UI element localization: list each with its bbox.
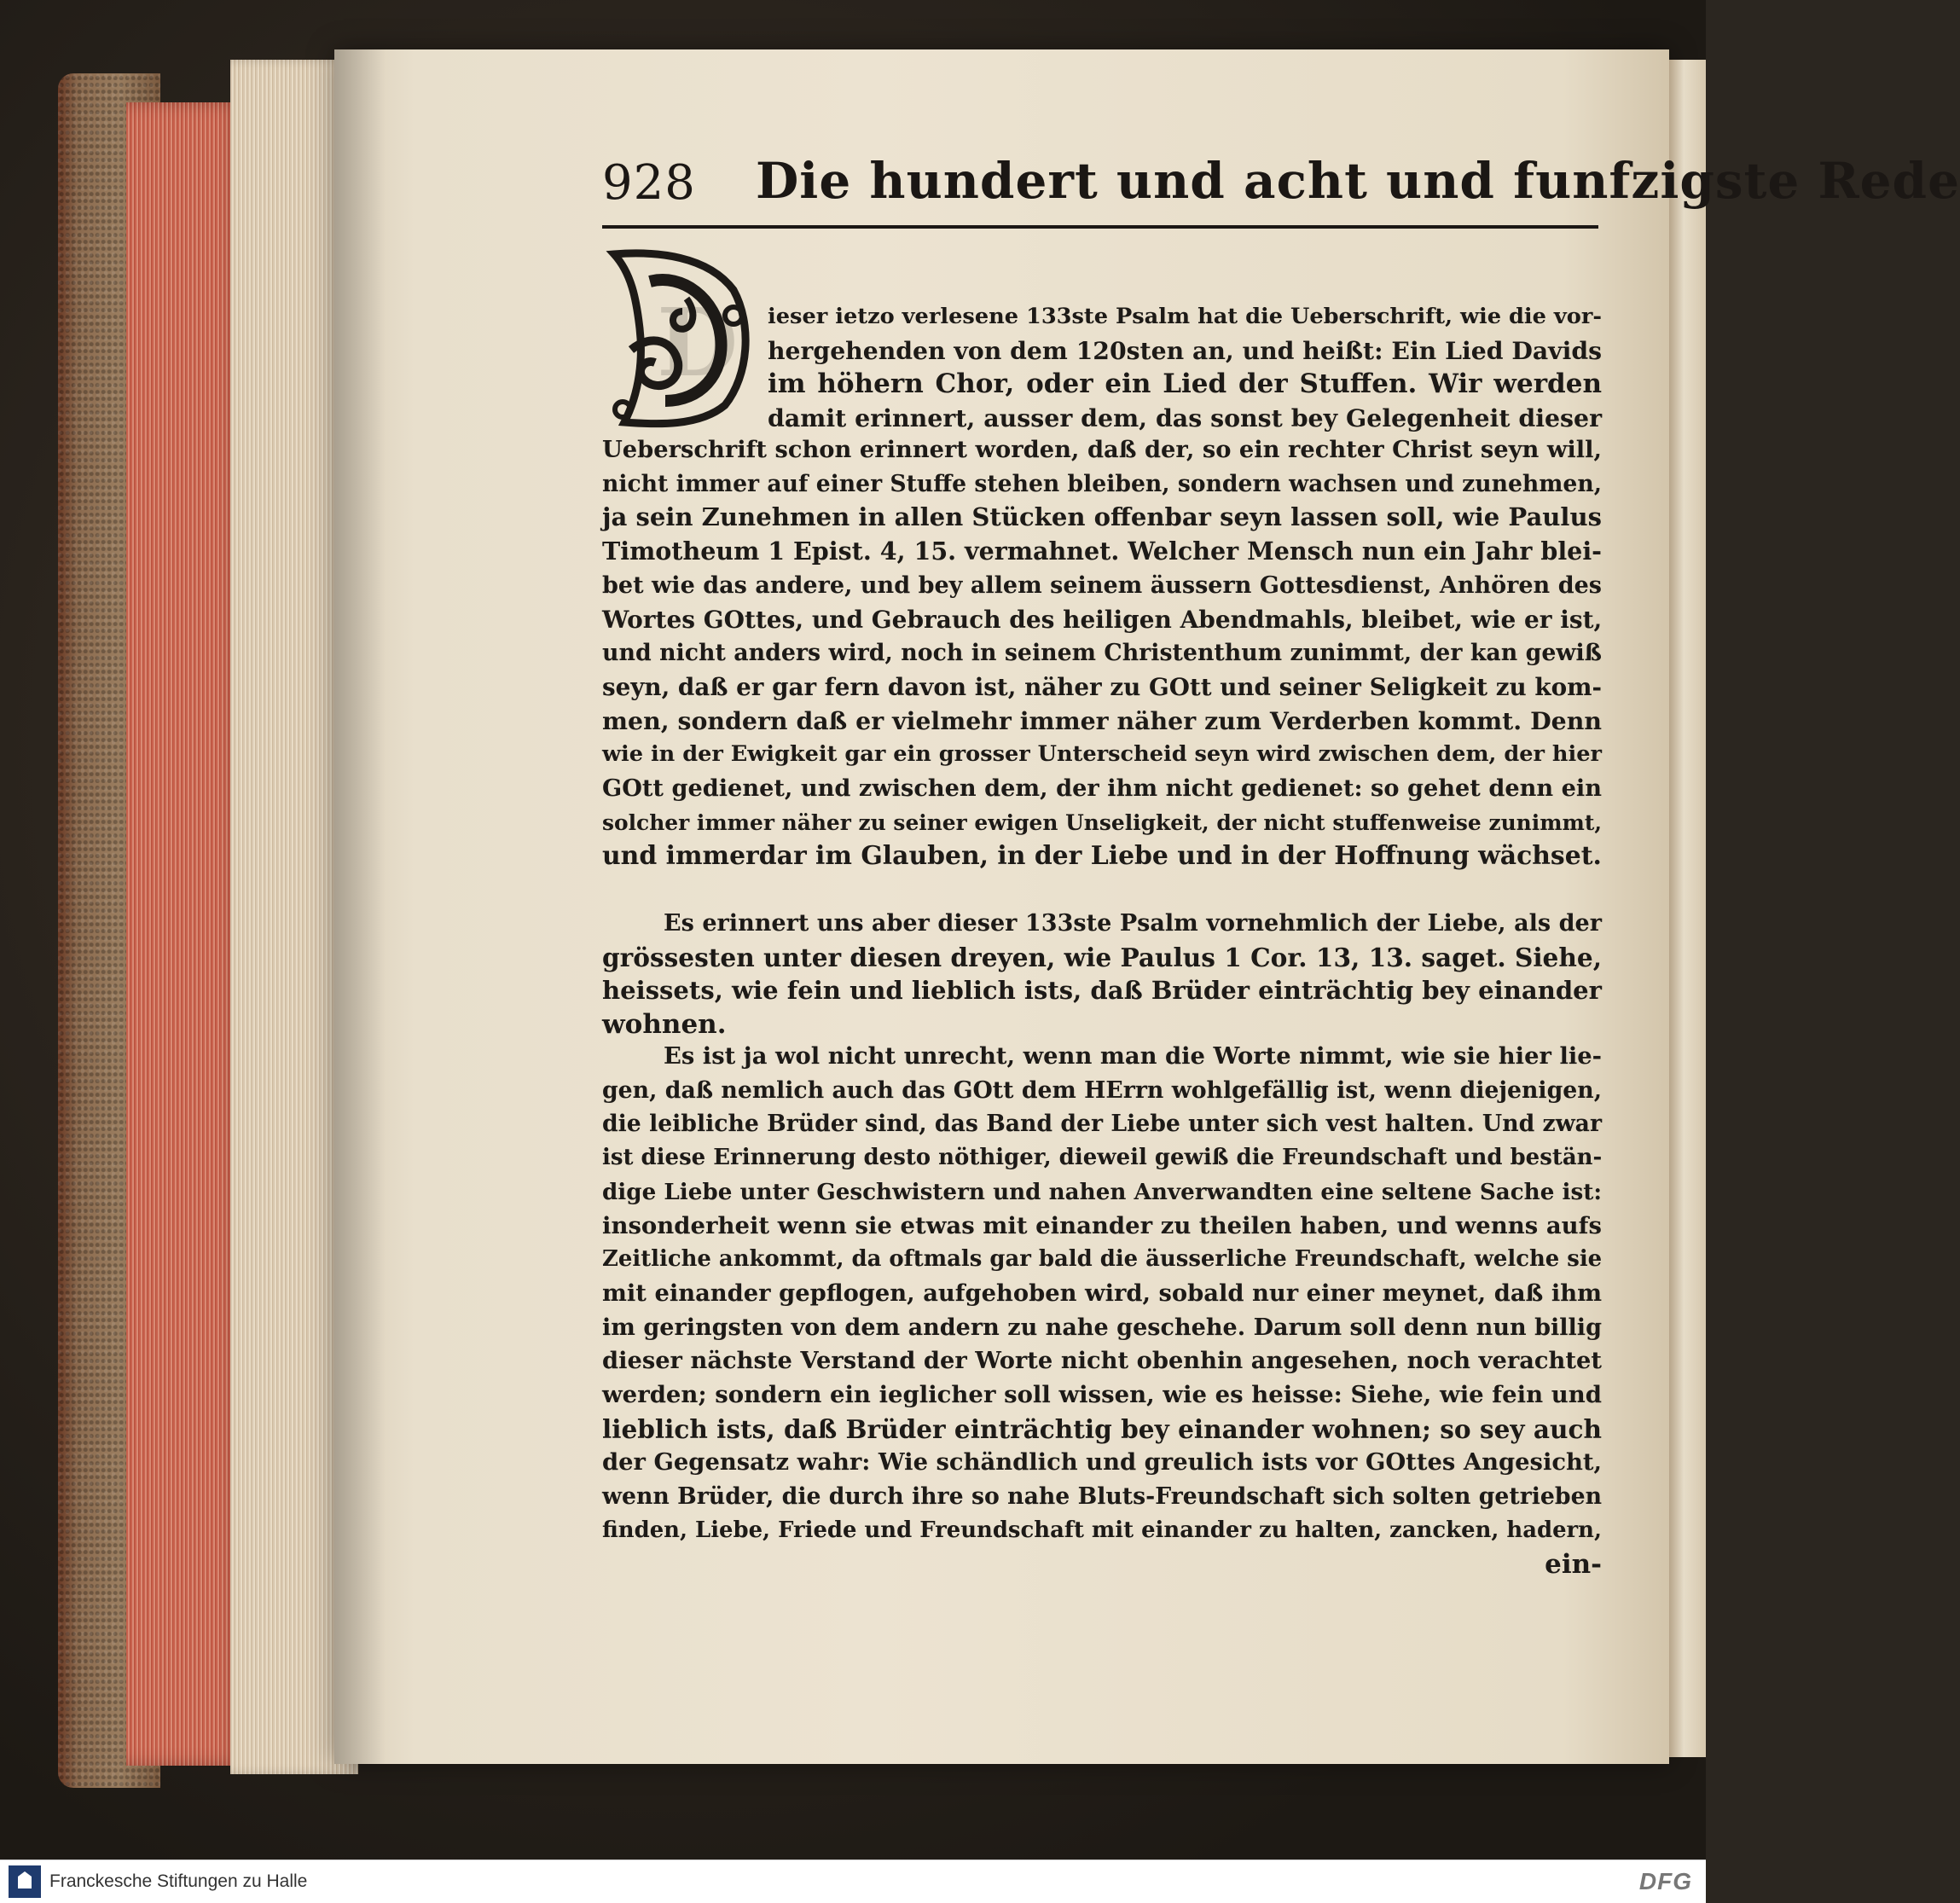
institution-name[interactable]: Franckesche Stiftungen zu Halle (49, 1871, 308, 1891)
text-line: im geringsten von dem andern zu nahe geschehe. Darum soll denn nun billig (602, 1314, 1602, 1341)
text-line: Zeitliche ankommt, da oftmals gar bald die äusserliche Freundschaft, welche sie (602, 1246, 1603, 1273)
text-line: grössesten unter diesen dreyen, wie Paulus 1 Cor. 13, 13. saget. Siehe, (602, 942, 1602, 972)
text-line: dige Liebe unter Geschwistern und nahen Anverwandten eine seltene Sache ist: (602, 1178, 1602, 1205)
drop-cap-ornament (606, 247, 752, 428)
catchword: ein- (1545, 1548, 1602, 1580)
text-line: Wortes GOttes, und Gebrauch des heiligen Abendmahls, bleibet, wie er ist, (602, 605, 1603, 634)
institution-logo-icon[interactable] (9, 1865, 41, 1898)
drop-cap-letter: D (657, 287, 739, 397)
text-line: wenn Brüder, die durch ihre so nahe Bluts-Freundschaft sich solten getrieben (602, 1483, 1602, 1511)
header-rule (602, 225, 1598, 229)
text-line: insonderheit wenn sie etwas mit einander zu theilen haben, und wenns aufs (602, 1211, 1602, 1239)
text-line: seyn, daß er gar fern davon ist, näher zu GOtt und seiner Seligkeit zu kom- (602, 672, 1602, 701)
text-line: Es ist ja wol nicht unrecht, wenn man die Worte nimmt, wie sie hier lie- (664, 1042, 1602, 1070)
text-line: mit einander gepflogen, aufgehoben wird, sobald nur einer meynet, daß ihm (602, 1279, 1602, 1307)
text-line: finden, Liebe, Friede und Freundschaft mit einander zu halten, zancken, hadern, (602, 1517, 1602, 1543)
text-line: lieblich ists, daß Brüder einträchtig bey einander wohnen; so sey auch (602, 1413, 1602, 1444)
running-title: Die hundert und acht und funfzigste Rede (756, 152, 1960, 210)
text-line: Timotheum 1 Epist. 4, 15. vermahnet. Welcher Mensch nun ein Jahr blei- (602, 537, 1602, 566)
text-line: die leibliche Brüder sind, das Band der Liebe unter sich vest halten. Und zwar (602, 1111, 1602, 1138)
text-line: der Gegensatz wahr: Wie schändlich und greulich ists vor GOttes Angesicht, (602, 1448, 1603, 1477)
text-line: Ueberschrift schon erinnert worden, daß der, so ein rechter Christ seyn will, (602, 436, 1602, 463)
gutter-shadow (334, 49, 386, 1764)
paragraph-1 (602, 433, 1602, 873)
viewer-footer (0, 1859, 1706, 1903)
text-line: und immerdar im Glauben, in der Liebe und in der Hoffnung wächset. (602, 841, 1602, 872)
text-line: nicht immer auf einer Stuffe stehen bleiben, sondern wachsen und zunehmen, (602, 470, 1602, 497)
text-line: im höhern Chor, oder ein Lied der Stuffen. Wir werden (768, 368, 1602, 400)
text-line: Es erinnert uns aber dieser 133ste Psalm vornehmlich der Liebe, als der (664, 910, 1602, 937)
text-line: wohnen. (602, 1009, 727, 1041)
paragraph-1-opening (768, 300, 1602, 436)
page-number: 928 (602, 155, 696, 211)
text-line: ieser ietzo verlesene 133ste Psalm hat die Ueberschrift, wie die vor- (768, 304, 1602, 329)
text-line: men, sondern daß er vielmehr immer näher zum Verderben kommt. Denn (602, 705, 1602, 735)
text-line: dieser nächste Verstand der Worte nicht obenhin angesehen, noch verachtet (602, 1347, 1602, 1375)
dfg-badge[interactable]: DFG (1638, 1868, 1692, 1894)
text-line: bet wie das andere, und bey allem seinem äussern Gottesdienst, Anhören des (602, 571, 1602, 599)
text-line: wie in der Ewigkeit gar ein grosser Unterscheid seyn wird zwischen dem, der hier (602, 741, 1602, 768)
page-header (602, 152, 1960, 220)
page-block-edges (126, 102, 246, 1766)
text-line: hergehenden von dem 120sten an, und heißt: Ein Lied Davids (768, 335, 1602, 365)
paragraph-3 (602, 1040, 1602, 1581)
text-line: heissets, wie fein und lieblich ists, daß Brüder einträchtig bey einander (602, 976, 1602, 1006)
text-line: ja sein Zunehmen in allen Stücken offenbar seyn lassen soll, wie Paulus (602, 502, 1602, 532)
facing-page-edge (1669, 60, 1706, 1757)
text-line: solcher immer näher zu seiner ewigen Unseligkeit, der nicht stuffenweise zunimmt, (602, 809, 1602, 835)
text-line: GOtt gedienet, und zwischen dem, der ihm nicht gedienet: so gehet denn ein (602, 775, 1602, 803)
paragraph-2 (602, 907, 1602, 1042)
text-line: und nicht anders wird, noch in seinem Christenthum zunimmt, der kan gewiß (602, 640, 1602, 667)
text-line: ist diese Erinnerung desto nöthiger, dieweil gewiß die Freundschaft und bestän- (602, 1145, 1603, 1171)
text-line: werden; sondern ein ieglicher soll wissen, wie es heisse: Siehe, wie fein und (602, 1381, 1602, 1409)
text-line: gen, daß nemlich auch das GOtt dem HErrn wohlgefällig ist, wenn diejenigen, (602, 1076, 1602, 1104)
text-line: damit erinnert, ausser dem, das sonst bey Gelegenheit dieser (768, 403, 1603, 433)
